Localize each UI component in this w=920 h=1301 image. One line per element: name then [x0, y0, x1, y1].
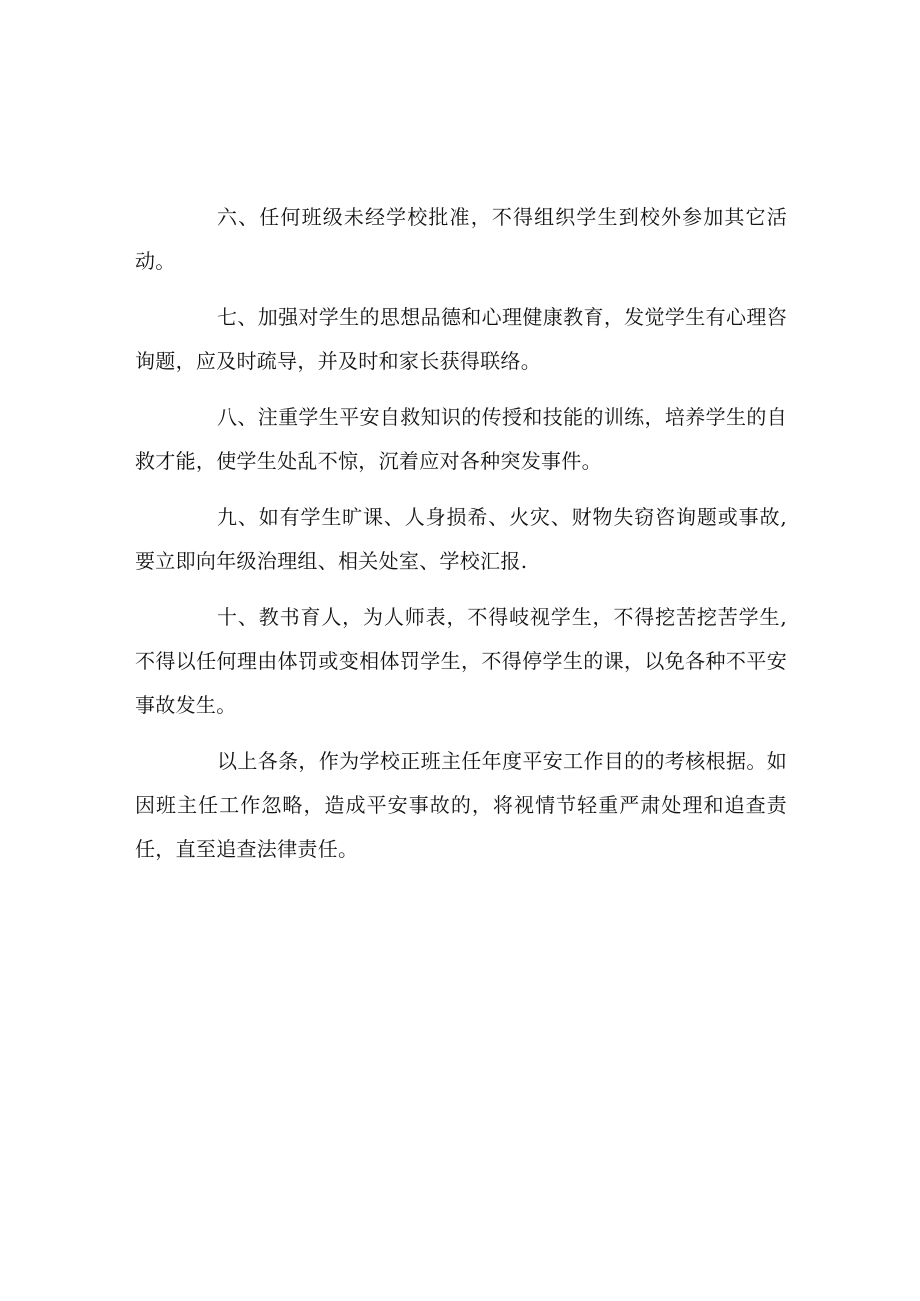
- paragraph-ten: 十、教书育人，为人师表，不得岐视学生，不得挖苦挖苦学生,不得以任何理由体罚或变相体罚学生，不得停学生的课，以免各种不平安事故发生。: [135, 605, 787, 717]
- document-body: [135, 195, 787, 883]
- paragraph-summary: 以上各条，作为学校正班主任年度平安工作目的的考核根据。如因班主任工作忽略，造成平安事故的，将视情节轻重严肃处理和追查责任，直至追查法律责任。: [135, 749, 787, 861]
- paragraph-seven: 七、加强对学生的思想品德和心理健康教育，发觉学生有心理咨询题，应及时疏导，并及时和家长获得联络。: [135, 305, 787, 373]
- paragraph-six: 六、任何班级未经学校批准，不得组织学生到校外参加其它活动。: [135, 205, 787, 273]
- paragraph-nine: 九、如有学生旷课、人身损希、火灾、财物失窃咨询题或事故,要立即向年级治理组、相关处室、学校汇报.: [135, 505, 787, 573]
- paragraph-eight: 八、注重学生平安自救知识的传授和技能的训练，培养学生的自救才能，使学生处乱不惊，沉着应对各种突发事件。: [135, 405, 787, 473]
